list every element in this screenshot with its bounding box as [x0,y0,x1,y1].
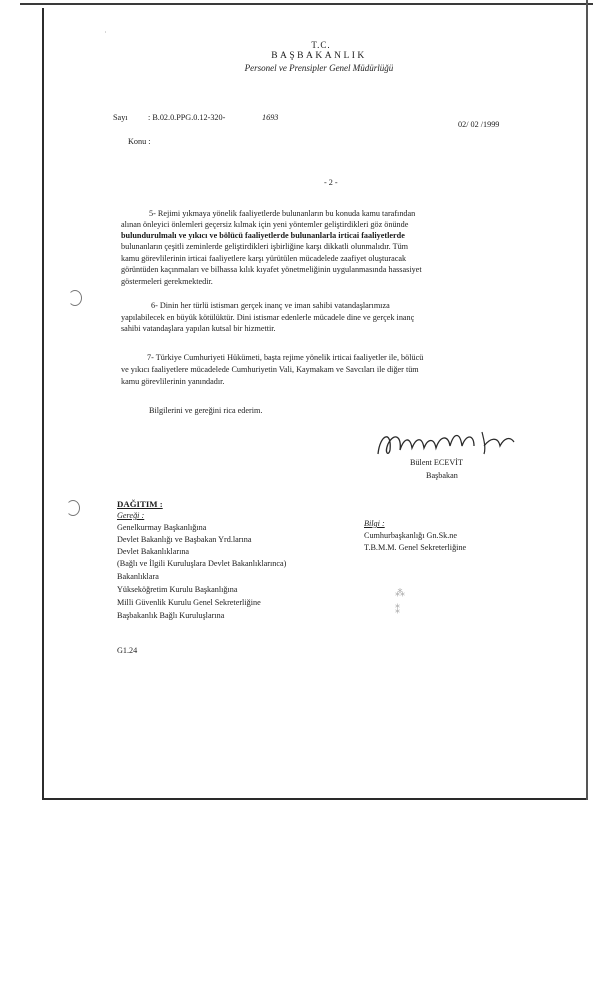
paragraph-line: sahibi vatandaşlara yapılan kutsal bir hizmettir. [121,324,276,333]
header-office: BAŞBAKANLIK [271,51,367,61]
header-country: T.C. [311,40,331,50]
paragraph-line: görüntüden kaçınmaları ve bilhassa kılık kıyafet yönetmeliğinin uygulanmasında hassasiyet [121,265,422,274]
gerегi-label: Gereği : [117,511,145,520]
bilgi-label: Bilgi : [364,519,385,528]
scan-edge-left [42,8,44,800]
paragraph-line: yapılabilecek en büyük kötülüktür. Dini istismar edenlerle mücadele dine ve gerçek inanç [121,313,415,322]
sayi-value: : B.02.0.PPG.0.12-320- [148,113,226,122]
paragraph-line: kamu görevlilerinin irticai faaliyetlere karşı yürütülen mücadelede zaafiyet oluşturacak [121,254,407,263]
signatory-name: Bülent ECEVİT [410,458,463,467]
handwritten-signature [370,420,520,462]
form-code: G1.24 [117,646,138,655]
scan-edge-top [20,3,593,5]
paragraph-line: 7- Türkiye Cumhuriyeti Hükümeti, başta rejime yönelik irticai faaliyetler ile, bölücü [147,353,424,362]
list-item: (Bağlı ve İlgili Kuruluşlara Devlet Bakanlıklarınca) [117,559,287,568]
header-department: Personel ve Prensipler Genel Müdürlüğü [244,63,394,73]
sayi-label: Sayı [113,113,128,122]
scan-speck: ˙ [104,30,107,40]
list-item: Yükseköğretim Kurulu Başkanlığına [117,585,238,594]
scan-speck: ⁑ [395,605,400,616]
list-item: T.B.M.M. Genel Sekreterliğine [364,543,467,552]
closing-line: Bilgilerini ve gereğini rica ederim. [149,406,263,415]
konu-label: Konu : [128,137,151,146]
signatory-title: Başbakan [426,471,458,480]
page-number: - 2 - [324,178,338,187]
list-item: Genelkurmay Başkanlığına [117,523,207,532]
punch-hole-top [68,290,82,306]
paragraph-line: 5- Rejimi yıkmaya yönelik faaliyetlerde bulunanların bu konuda kamu tarafından [149,209,416,218]
list-item: Devlet Bakanlığı ve Başbakan Yrd.larına [117,535,252,544]
paragraph-line: 6- Dinin her türlü istismarı gerçek inanç ve iman sahibi vatandaşlarımıza [151,301,390,310]
sayi-number: 1693 [262,113,279,122]
paragraph-line: alınan önleyici önlemleri geçersiz kılmak için yeni yöntemler geliştirdikleri göz önünde [121,220,409,229]
document-date: 02/ 02 /1999 [458,120,500,129]
distribution-heading: DAĞITIM : [117,499,163,509]
scan-edge-right [586,0,588,800]
list-item: Bakanlıklara [117,572,159,581]
list-item: Milli Güvenlik Kurulu Genel Sekreterliğine [117,598,261,607]
scan-speck: ⁂ [395,588,405,599]
paragraph-line: kamu görevlilerinin yanındadır. [121,377,225,386]
punch-hole-bottom [66,500,80,516]
list-item: Devlet Bakanlıklarına [117,547,190,556]
list-item: Cumhurbaşkanlığı Gn.Sk.ne [364,531,458,540]
paragraph-line: ve yıkıcı faaliyetlere mücadelede Cumhuriyetin Vali, Kaymakam ve Savcıları ile diğer tüm [121,365,419,374]
paragraph-line: göstermeleri gerekmektedir. [121,277,213,286]
list-item: Başbakanlık Bağlı Kuruluşlarına [117,611,225,620]
scan-edge-bottom [42,798,586,800]
paragraph-line: bulundurulmalı ve yıkıcı ve bölücü faaliyetlerde bulunanlarla irticai faaliyetlerde [121,231,405,240]
paragraph-line: bulunanların çeşitli zeminlerde geliştirdikleri işbirliğine karşı dikkatli olunmalıdır. Tüm [121,242,409,251]
